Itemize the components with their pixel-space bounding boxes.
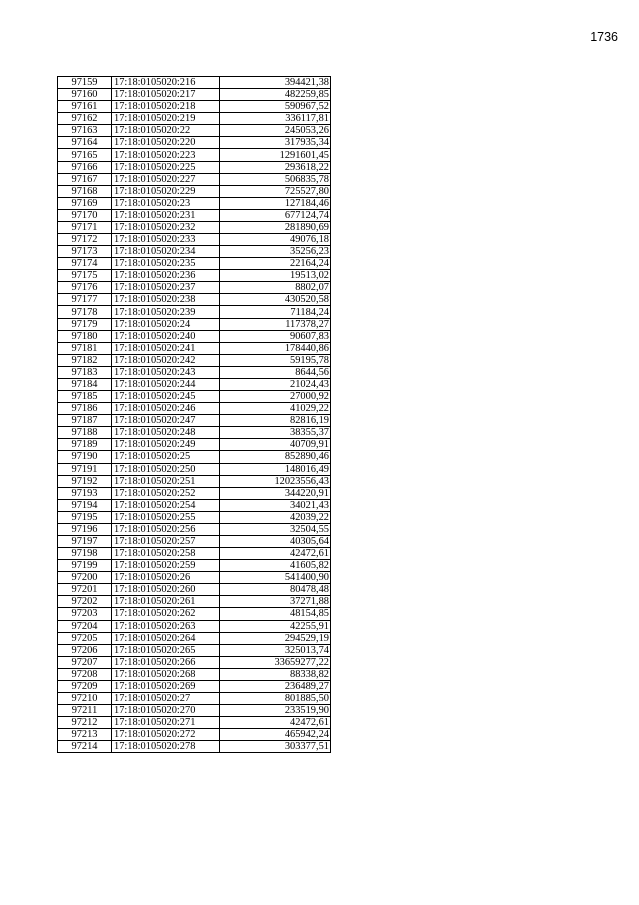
value-cell: 38355,37 bbox=[220, 427, 331, 439]
row-number-cell: 97196 bbox=[58, 523, 112, 535]
value-cell: 48154,85 bbox=[220, 608, 331, 620]
cadastral-number-cell: 17:18:0105020:27 bbox=[112, 692, 220, 704]
row-number-cell: 97170 bbox=[58, 209, 112, 221]
row-number-cell: 97186 bbox=[58, 403, 112, 415]
value-cell: 281890,69 bbox=[220, 221, 331, 233]
table-row bbox=[58, 391, 331, 403]
cadastral-number-cell: 17:18:0105020:240 bbox=[112, 330, 220, 342]
cadastral-number-cell: 17:18:0105020:252 bbox=[112, 487, 220, 499]
value-cell: 42039,22 bbox=[220, 511, 331, 523]
row-number-cell: 97213 bbox=[58, 729, 112, 741]
value-cell: 27000,92 bbox=[220, 391, 331, 403]
table-row bbox=[58, 729, 331, 741]
row-number-cell: 97210 bbox=[58, 692, 112, 704]
row-number-cell: 97204 bbox=[58, 620, 112, 632]
row-number-cell: 97166 bbox=[58, 161, 112, 173]
cadastral-number-cell: 17:18:0105020:235 bbox=[112, 258, 220, 270]
cadastral-number-cell: 17:18:0105020:241 bbox=[112, 342, 220, 354]
value-cell: 49076,18 bbox=[220, 234, 331, 246]
cadastral-number-cell: 17:18:0105020:225 bbox=[112, 161, 220, 173]
table-row bbox=[58, 535, 331, 547]
value-cell: 233519,90 bbox=[220, 705, 331, 717]
value-cell: 35256,23 bbox=[220, 246, 331, 258]
value-cell: 41605,82 bbox=[220, 560, 331, 572]
cadastral-number-cell: 17:18:0105020:246 bbox=[112, 403, 220, 415]
table-row bbox=[58, 294, 331, 306]
value-cell: 40305,64 bbox=[220, 535, 331, 547]
table-row bbox=[58, 705, 331, 717]
row-number-cell: 97179 bbox=[58, 318, 112, 330]
row-number-cell: 97173 bbox=[58, 246, 112, 258]
value-cell: 32504,55 bbox=[220, 523, 331, 535]
table-row bbox=[58, 185, 331, 197]
row-number-cell: 97162 bbox=[58, 113, 112, 125]
row-number-cell: 97211 bbox=[58, 705, 112, 717]
row-number-cell: 97195 bbox=[58, 511, 112, 523]
cadastral-number-cell: 17:18:0105020:251 bbox=[112, 475, 220, 487]
table-row bbox=[58, 620, 331, 632]
value-cell: 236489,27 bbox=[220, 680, 331, 692]
row-number-cell: 97191 bbox=[58, 463, 112, 475]
row-number-cell: 97176 bbox=[58, 282, 112, 294]
value-cell: 33659277,22 bbox=[220, 656, 331, 668]
cadastral-number-cell: 17:18:0105020:23 bbox=[112, 197, 220, 209]
row-number-cell: 97200 bbox=[58, 572, 112, 584]
table-row bbox=[58, 463, 331, 475]
table-row bbox=[58, 378, 331, 390]
row-number-cell: 97198 bbox=[58, 548, 112, 560]
row-number-cell: 97208 bbox=[58, 668, 112, 680]
cadastral-number-cell: 17:18:0105020:25 bbox=[112, 451, 220, 463]
row-number-cell: 97194 bbox=[58, 499, 112, 511]
table-row bbox=[58, 246, 331, 258]
cadastral-number-cell: 17:18:0105020:239 bbox=[112, 306, 220, 318]
value-cell: 41029,22 bbox=[220, 403, 331, 415]
row-number-cell: 97190 bbox=[58, 451, 112, 463]
cadastral-number-cell: 17:18:0105020:270 bbox=[112, 705, 220, 717]
cadastral-number-cell: 17:18:0105020:269 bbox=[112, 680, 220, 692]
value-cell: 8802,07 bbox=[220, 282, 331, 294]
value-cell: 430520,58 bbox=[220, 294, 331, 306]
table-row bbox=[58, 608, 331, 620]
cadastral-number-cell: 17:18:0105020:218 bbox=[112, 101, 220, 113]
table-row bbox=[58, 596, 331, 608]
row-number-cell: 97209 bbox=[58, 680, 112, 692]
value-cell: 677124,74 bbox=[220, 209, 331, 221]
row-number-cell: 97168 bbox=[58, 185, 112, 197]
value-cell: 293618,22 bbox=[220, 161, 331, 173]
cadastral-number-cell: 17:18:0105020:245 bbox=[112, 391, 220, 403]
value-cell: 178440,86 bbox=[220, 342, 331, 354]
row-number-cell: 97205 bbox=[58, 632, 112, 644]
cadastral-number-cell: 17:18:0105020:22 bbox=[112, 125, 220, 137]
cadastral-number-cell: 17:18:0105020:231 bbox=[112, 209, 220, 221]
table-row bbox=[58, 427, 331, 439]
table-row bbox=[58, 209, 331, 221]
table-row bbox=[58, 499, 331, 511]
cadastral-number-cell: 17:18:0105020:24 bbox=[112, 318, 220, 330]
cadastral-number-cell: 17:18:0105020:248 bbox=[112, 427, 220, 439]
table-row bbox=[58, 101, 331, 113]
cadastral-number-cell: 17:18:0105020:236 bbox=[112, 270, 220, 282]
row-number-cell: 97203 bbox=[58, 608, 112, 620]
value-cell: 725527,80 bbox=[220, 185, 331, 197]
row-number-cell: 97183 bbox=[58, 366, 112, 378]
table-row bbox=[58, 161, 331, 173]
row-number-cell: 97175 bbox=[58, 270, 112, 282]
table-row bbox=[58, 197, 331, 209]
cadastral-number-cell: 17:18:0105020:262 bbox=[112, 608, 220, 620]
row-number-cell: 97171 bbox=[58, 221, 112, 233]
value-cell: 37271,88 bbox=[220, 596, 331, 608]
table-row bbox=[58, 439, 331, 451]
value-cell: 590967,52 bbox=[220, 101, 331, 113]
table-row bbox=[58, 77, 331, 89]
table-row bbox=[58, 149, 331, 161]
row-number-cell: 97178 bbox=[58, 306, 112, 318]
cadastral-number-cell: 17:18:0105020:260 bbox=[112, 584, 220, 596]
value-cell: 852890,46 bbox=[220, 451, 331, 463]
table-row bbox=[58, 741, 331, 753]
table-row bbox=[58, 717, 331, 729]
cadastral-number-cell: 17:18:0105020:243 bbox=[112, 366, 220, 378]
cadastral-number-cell: 17:18:0105020:219 bbox=[112, 113, 220, 125]
row-number-cell: 97163 bbox=[58, 125, 112, 137]
row-number-cell: 97167 bbox=[58, 173, 112, 185]
row-number-cell: 97192 bbox=[58, 475, 112, 487]
table-body bbox=[58, 77, 331, 753]
cadastral-number-cell: 17:18:0105020:265 bbox=[112, 644, 220, 656]
value-cell: 21024,43 bbox=[220, 378, 331, 390]
cadastral-number-cell: 17:18:0105020:26 bbox=[112, 572, 220, 584]
value-cell: 90607,83 bbox=[220, 330, 331, 342]
row-number-cell: 97184 bbox=[58, 378, 112, 390]
cadastral-value-table bbox=[57, 76, 331, 753]
value-cell: 801885,50 bbox=[220, 692, 331, 704]
value-cell: 88338,82 bbox=[220, 668, 331, 680]
value-cell: 482259,85 bbox=[220, 89, 331, 101]
value-cell: 117378,27 bbox=[220, 318, 331, 330]
cadastral-number-cell: 17:18:0105020:242 bbox=[112, 354, 220, 366]
table-row bbox=[58, 487, 331, 499]
value-cell: 336117,81 bbox=[220, 113, 331, 125]
table-row bbox=[58, 173, 331, 185]
cadastral-number-cell: 17:18:0105020:244 bbox=[112, 378, 220, 390]
value-cell: 325013,74 bbox=[220, 644, 331, 656]
table-row bbox=[58, 572, 331, 584]
row-number-cell: 97161 bbox=[58, 101, 112, 113]
table-row bbox=[58, 451, 331, 463]
table-row bbox=[58, 403, 331, 415]
cadastral-number-cell: 17:18:0105020:227 bbox=[112, 173, 220, 185]
cadastral-number-cell: 17:18:0105020:220 bbox=[112, 137, 220, 149]
table-row bbox=[58, 656, 331, 668]
table-row bbox=[58, 415, 331, 427]
cadastral-number-cell: 17:18:0105020:247 bbox=[112, 415, 220, 427]
cadastral-number-cell: 17:18:0105020:263 bbox=[112, 620, 220, 632]
value-cell: 42472,61 bbox=[220, 548, 331, 560]
cadastral-number-cell: 17:18:0105020:272 bbox=[112, 729, 220, 741]
table-row bbox=[58, 342, 331, 354]
table-row bbox=[58, 548, 331, 560]
table-row bbox=[58, 137, 331, 149]
cadastral-number-cell: 17:18:0105020:234 bbox=[112, 246, 220, 258]
table-row bbox=[58, 632, 331, 644]
row-number-cell: 97164 bbox=[58, 137, 112, 149]
value-cell: 127184,46 bbox=[220, 197, 331, 209]
row-number-cell: 97182 bbox=[58, 354, 112, 366]
cadastral-number-cell: 17:18:0105020:268 bbox=[112, 668, 220, 680]
row-number-cell: 97159 bbox=[58, 77, 112, 89]
table-row bbox=[58, 560, 331, 572]
row-number-cell: 97197 bbox=[58, 535, 112, 547]
table-row bbox=[58, 680, 331, 692]
table-row bbox=[58, 523, 331, 535]
cadastral-number-cell: 17:18:0105020:229 bbox=[112, 185, 220, 197]
value-cell: 82816,19 bbox=[220, 415, 331, 427]
table-row bbox=[58, 234, 331, 246]
row-number-cell: 97180 bbox=[58, 330, 112, 342]
cadastral-number-cell: 17:18:0105020:223 bbox=[112, 149, 220, 161]
cadastral-number-cell: 17:18:0105020:232 bbox=[112, 221, 220, 233]
value-cell: 80478,48 bbox=[220, 584, 331, 596]
cadastral-number-cell: 17:18:0105020:271 bbox=[112, 717, 220, 729]
value-cell: 22164,24 bbox=[220, 258, 331, 270]
cadastral-number-cell: 17:18:0105020:216 bbox=[112, 77, 220, 89]
table-row bbox=[58, 306, 331, 318]
table-row bbox=[58, 366, 331, 378]
table-row bbox=[58, 270, 331, 282]
value-cell: 148016,49 bbox=[220, 463, 331, 475]
value-cell: 317935,34 bbox=[220, 137, 331, 149]
table-row bbox=[58, 125, 331, 137]
value-cell: 12023556,43 bbox=[220, 475, 331, 487]
value-cell: 59195,78 bbox=[220, 354, 331, 366]
cadastral-number-cell: 17:18:0105020:255 bbox=[112, 511, 220, 523]
row-number-cell: 97189 bbox=[58, 439, 112, 451]
row-number-cell: 97172 bbox=[58, 234, 112, 246]
cadastral-number-cell: 17:18:0105020:233 bbox=[112, 234, 220, 246]
value-cell: 19513,02 bbox=[220, 270, 331, 282]
row-number-cell: 97212 bbox=[58, 717, 112, 729]
row-number-cell: 97187 bbox=[58, 415, 112, 427]
table-row bbox=[58, 511, 331, 523]
value-cell: 71184,24 bbox=[220, 306, 331, 318]
table-row bbox=[58, 354, 331, 366]
cadastral-number-cell: 17:18:0105020:217 bbox=[112, 89, 220, 101]
table-row bbox=[58, 330, 331, 342]
row-number-cell: 97202 bbox=[58, 596, 112, 608]
value-cell: 40709,91 bbox=[220, 439, 331, 451]
cadastral-number-cell: 17:18:0105020:259 bbox=[112, 560, 220, 572]
table-row bbox=[58, 692, 331, 704]
table-row bbox=[58, 475, 331, 487]
cadastral-number-cell: 17:18:0105020:278 bbox=[112, 741, 220, 753]
cadastral-number-cell: 17:18:0105020:261 bbox=[112, 596, 220, 608]
cadastral-number-cell: 17:18:0105020:264 bbox=[112, 632, 220, 644]
value-cell: 1291601,45 bbox=[220, 149, 331, 161]
row-number-cell: 97188 bbox=[58, 427, 112, 439]
cadastral-number-cell: 17:18:0105020:254 bbox=[112, 499, 220, 511]
table-row bbox=[58, 258, 331, 270]
table-row bbox=[58, 89, 331, 101]
table-row bbox=[58, 644, 331, 656]
value-cell: 303377,51 bbox=[220, 741, 331, 753]
row-number-cell: 97201 bbox=[58, 584, 112, 596]
row-number-cell: 97169 bbox=[58, 197, 112, 209]
table-row bbox=[58, 113, 331, 125]
row-number-cell: 97181 bbox=[58, 342, 112, 354]
cadastral-number-cell: 17:18:0105020:237 bbox=[112, 282, 220, 294]
row-number-cell: 97207 bbox=[58, 656, 112, 668]
value-cell: 344220,91 bbox=[220, 487, 331, 499]
value-cell: 8644,56 bbox=[220, 366, 331, 378]
row-number-cell: 97174 bbox=[58, 258, 112, 270]
page-number: 1736 bbox=[590, 30, 618, 44]
cadastral-number-cell: 17:18:0105020:256 bbox=[112, 523, 220, 535]
value-cell: 465942,24 bbox=[220, 729, 331, 741]
cadastral-number-cell: 17:18:0105020:249 bbox=[112, 439, 220, 451]
table-row bbox=[58, 668, 331, 680]
table-row bbox=[58, 584, 331, 596]
cadastral-number-cell: 17:18:0105020:250 bbox=[112, 463, 220, 475]
cadastral-number-cell: 17:18:0105020:257 bbox=[112, 535, 220, 547]
row-number-cell: 97206 bbox=[58, 644, 112, 656]
row-number-cell: 97214 bbox=[58, 741, 112, 753]
row-number-cell: 97193 bbox=[58, 487, 112, 499]
table-row bbox=[58, 282, 331, 294]
row-number-cell: 97177 bbox=[58, 294, 112, 306]
row-number-cell: 97165 bbox=[58, 149, 112, 161]
value-cell: 294529,19 bbox=[220, 632, 331, 644]
row-number-cell: 97185 bbox=[58, 391, 112, 403]
value-cell: 34021,43 bbox=[220, 499, 331, 511]
cadastral-number-cell: 17:18:0105020:266 bbox=[112, 656, 220, 668]
cadastral-number-cell: 17:18:0105020:258 bbox=[112, 548, 220, 560]
row-number-cell: 97160 bbox=[58, 89, 112, 101]
value-cell: 245053,26 bbox=[220, 125, 331, 137]
value-cell: 394421,38 bbox=[220, 77, 331, 89]
value-cell: 506835,78 bbox=[220, 173, 331, 185]
cadastral-number-cell: 17:18:0105020:238 bbox=[112, 294, 220, 306]
table-row bbox=[58, 221, 331, 233]
value-cell: 541400,90 bbox=[220, 572, 331, 584]
table-row bbox=[58, 318, 331, 330]
value-cell: 42255,91 bbox=[220, 620, 331, 632]
value-cell: 42472,61 bbox=[220, 717, 331, 729]
row-number-cell: 97199 bbox=[58, 560, 112, 572]
